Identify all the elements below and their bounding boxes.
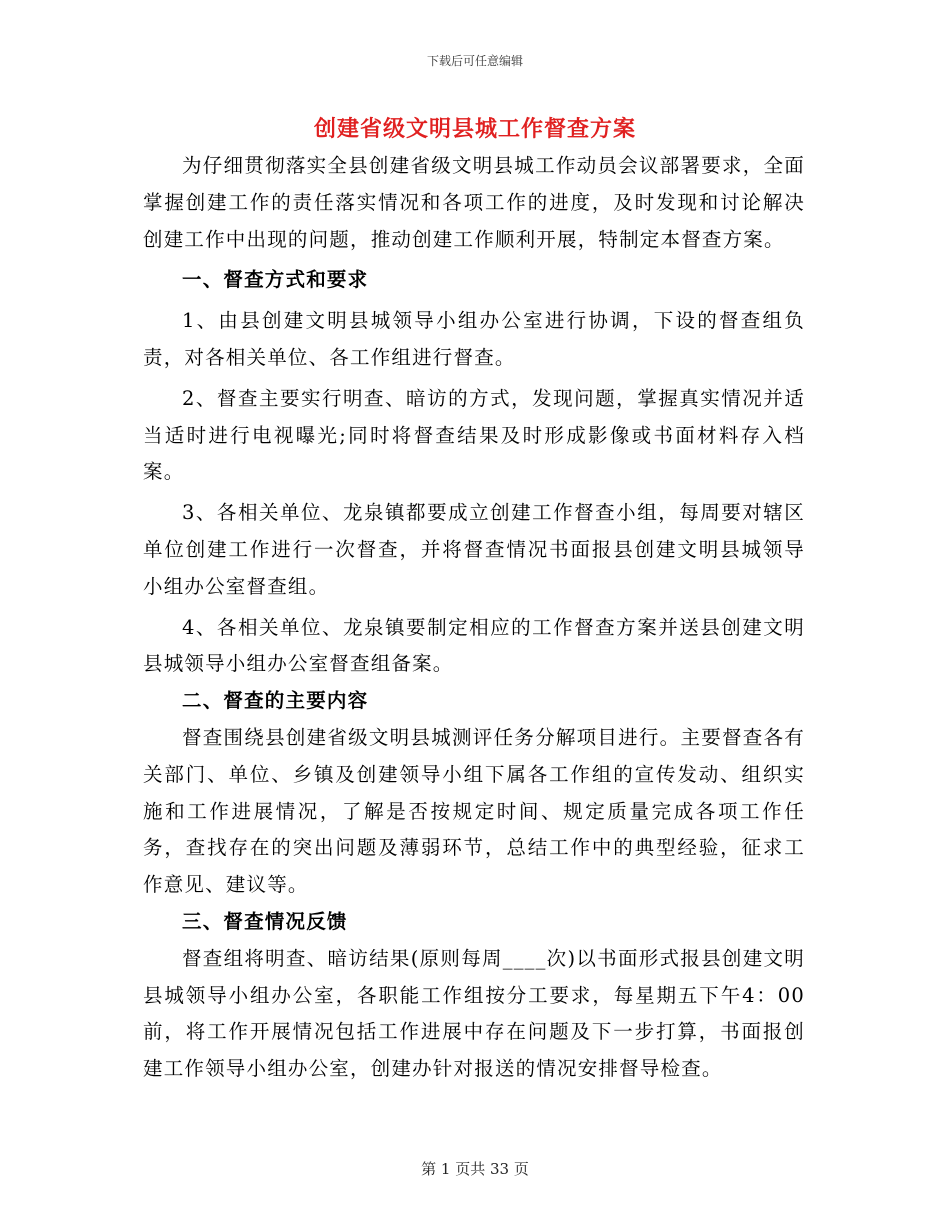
section1-item-1: 1、由县创建文明县城领导小组办公室进行协调，下设的督查组负责，对各相关单位、各工作组进行督查。	[143, 309, 805, 369]
intro-paragraph: 为仔细贯彻落实全县创建省级文明县城工作动员会议部署要求，全面掌握创建工作的责任落实情况和各项工作的进度，及时发现和讨论解决创建工作中出现的问题，推动创建工作顺利开展，特制定本督查方案。	[143, 154, 805, 251]
section1-item-3: 3、各相关单位、龙泉镇都要成立创建工作督查小组，每周要对辖区单位创建工作进行一次督查，并将督查情况书面报县创建文明县城领导小组办公室督查组。	[143, 501, 805, 598]
section-heading-3: 三、督查情况反馈	[182, 909, 348, 933]
section3-paragraph: 督查组将明查、暗访结果(原则每周____次)以书面形式报县创建文明县城领导小组办公室，各职能工作组按分工要求，每星期五下午4：00前，将工作开展情况包括工作进展中存在问题及下一步打算，书面报创建工作领导小组办公室，创建办针对报送的情况安排督导检查。	[143, 946, 805, 1081]
document-title: 创建省级文明县城工作督查方案	[313, 117, 636, 142]
section1-item-2: 2、督查主要实行明查、暗访的方式，发现问题，掌握真实情况并适当适时进行电视曝光;同时将督查结果及时形成影像或书面材料存入档案。	[143, 386, 805, 484]
page-number: 第 1 页共 33 页	[421, 1160, 529, 1178]
section-heading-1: 一、督查方式和要求	[182, 268, 369, 292]
section1-item-4: 4、各相关单位、龙泉镇要制定相应的工作督查方案并送县创建文明县城领导小组办公室督查组备案。	[143, 615, 805, 676]
section2-paragraph: 督查围绕县创建省级文明县城测评任务分解项目进行。主要督查各有关部门、单位、乡镇及创建领导小组下属各工作组的宣传发动、组织实施和工作进展情况，了解是否按规定时间、规定质量完成各项工作任务，查找存在的突出问题及薄弱环节，总结工作中的典型经验，征求工作意见、建议等。	[143, 725, 805, 897]
document-body	[143, 148, 805, 1088]
section-heading-2: 二、督查的主要内容	[182, 689, 369, 713]
page-header-note: 下载后可任意编辑	[426, 54, 523, 68]
